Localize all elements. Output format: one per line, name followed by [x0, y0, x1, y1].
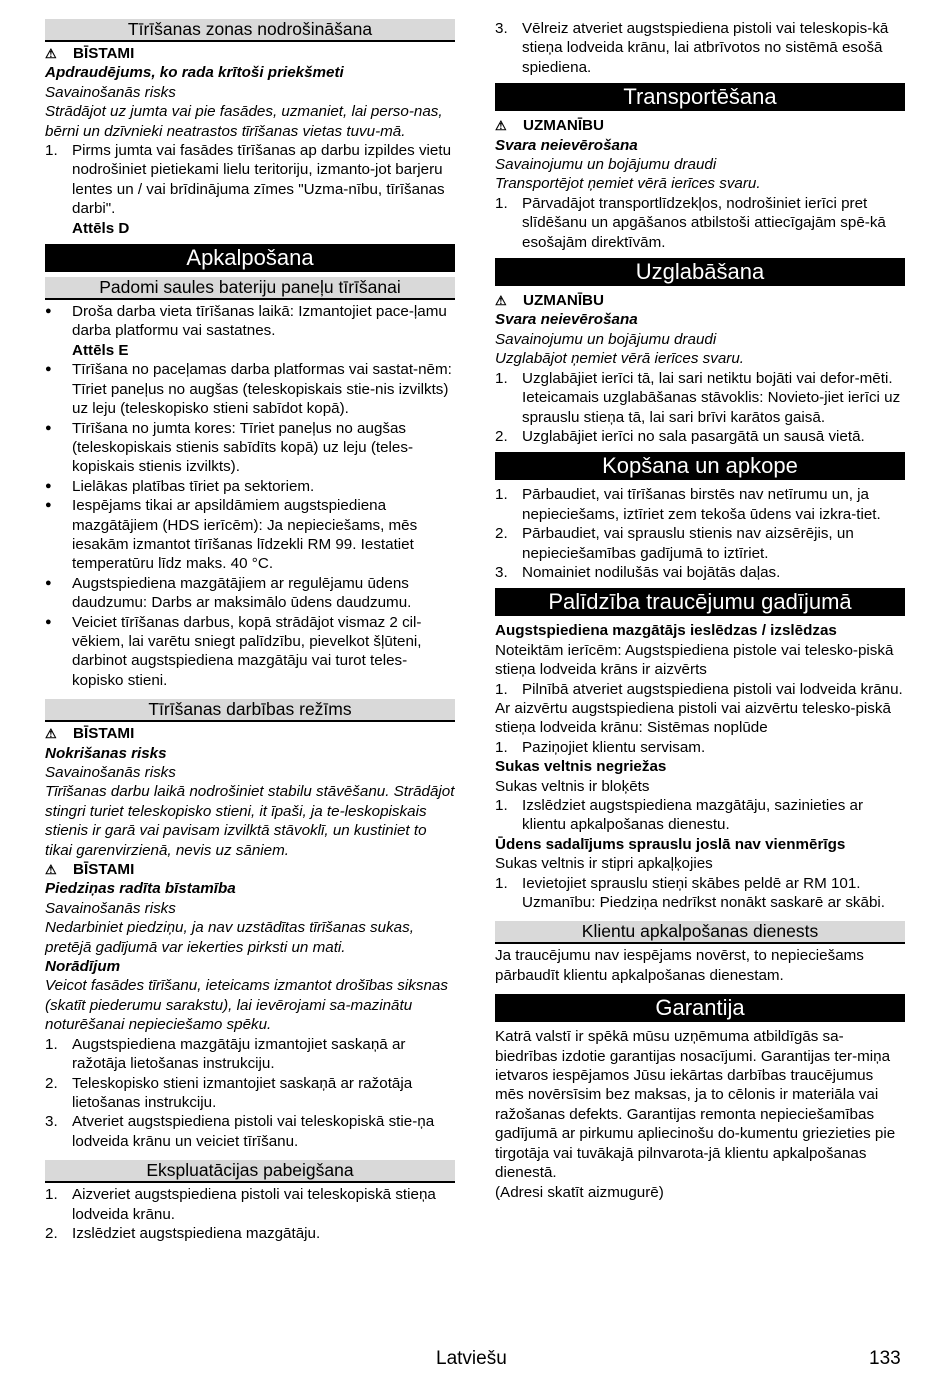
caution-label: UZMANĪBU [523, 117, 604, 135]
hazard-risk: Savainošanās risks [45, 899, 176, 917]
list-item: 3. Vēlreiz atveriet augstspiediena pistoli vai teleskopis-kā stieņa lodveida krānu, lai atbrīvotos no sistēmā esošā spiediena. [495, 20, 889, 76]
hazard-title: Svara neievērošana [495, 311, 638, 329]
heading-warranty: Garantija [495, 994, 905, 1022]
heading-solar-tips: Padomi saules bateriju paneļu tīrīšanai [45, 277, 455, 300]
danger-label: BĪSTAMI [73, 45, 135, 62]
warranty-address-note: (Adresi skatīt aizmugurē) [495, 1183, 664, 1201]
list-item: 2. Pārbaudiet, vai sprauslu stienis nav aizsērējis, un nepieciešamības gadījumā to iztīriet. [495, 525, 854, 562]
danger-label: BĪSTAMI [73, 725, 135, 743]
hazard-risk: Savainošanās risks [45, 764, 176, 781]
footer-language: Latviešu [436, 1348, 507, 1369]
list-item: 1. Augstspiediena mazgātāju izmantojiet saskaņā ar ražotāja lietošanas instrukciju. [45, 1035, 406, 1073]
heading-maintenance: Kopšana un apkope [495, 452, 905, 480]
danger-notice [45, 724, 455, 743]
hazard-title: Svara neievērošana [495, 136, 638, 154]
fault-cause: Sukas veltnis ir bloķēts [495, 777, 650, 795]
hazard-risk: Savainojumu un bojājumu draudi [495, 330, 717, 348]
list-item: 3. Nomainiet nodilušās vai bojātās daļas. [495, 563, 781, 581]
bullet-item: ● Iespējams tikai ar apsildāmiem augstspiediena mazgātājiem (HDS ierīcēm): Ja nepieciešams, mēs iesakām izmantot tīrīšanas līdzekli RM 99. Iestatiet temperatūru līdz maks. 40 °C. [45, 497, 418, 573]
heading-storage: Uzglabāšana [495, 258, 905, 286]
hazard-text: Uzglabājot ņemiet vērā ierīces svaru. [495, 350, 745, 368]
warranty-text: Katrā valstī ir spēkā mūsu uzņēmuma atbildīgās sa-biedrības izdotie garantijas nosacījumi. Garantijas ter-miņa ietvaros iespējamos Jūsu iekārtas darbības traucējumus mēs novērsīsim bez maksas, ja to cēlonis ir materiāla vai ražošanas defekts. Garantijas remonta nepieciešamības gadījumā ar pirkumu apliecinošu do-kumentu griezieties pie tirgotāja vai tuvākajā pilnvarota-jā klientu apkalpošanas dienestā. [495, 1028, 896, 1182]
warning-icon: ⚠ [45, 862, 57, 878]
heading-operation: Apkalpošana [45, 244, 455, 272]
bullet-item: ● Veiciet tīrīšanas darbus, kopā strādājot vismaz 2 cil-vēkiem, lai varētu sniegt palīdzību, pievelkot šļūteni, darbinot augstspiediena mazgātāju vai turot teles-kopisko stieni. [45, 613, 422, 689]
bullet-item: ● Tīrīšana no paceļamas darba platformas vai sastat-nēm: Tīriet paneļus no augšas (teleskopiskais stie-nis izvilkts) uz leju (teleskopisko stieni sabīdot kopā). [45, 361, 452, 418]
heading-troubleshooting: Palīdzība traucējumu gadījumā [495, 588, 905, 616]
fault-cause: Sukas veltnis ir stipri apkaļķojies [495, 855, 713, 873]
hazard-text: Transportējot ņemiet vērā ierīces svaru. [495, 175, 761, 193]
heading-customer-service: Klientu apkalpošanas dienests [495, 921, 905, 944]
heading-transport: Transportēšana [495, 83, 905, 111]
list-item: 1. Uzglabājiet ierīci tā, lai sari netiktu bojāti vai defor-mēti. Ieteicamais uzglabāšanas stāvoklis: Novieto-jiet ierīci uz sprauslu stieņa tā, lai sari brīvi karātos gaisā. [495, 369, 901, 426]
hazard-title: Apdraudējums, ko rada krītoši priekšmeti [45, 64, 344, 82]
list-item: 1. Paziņojiet klientu servisam. [495, 738, 706, 756]
fault-heading: Sukas veltnis negriežas [495, 758, 667, 776]
hazard-text: Strādājot uz jumta vai pie fasādes, uzmaniet, lai perso-nas, bērni un dzīvnieki neatrastos tīrīšanas vietas tuvu-mā. [45, 103, 443, 140]
bullet-item: ● Augstspiediena mazgātājiem ar regulējamu ūdens daudzumu: Darbs ar maksimālo ūdens daudzumu. [45, 574, 412, 612]
caution-label: UZMANĪBU [523, 292, 604, 310]
list-item: 1. Aizveriet augstspiediena pistoli vai teleskopiskā stieņa lodveida krānu. [45, 1186, 436, 1223]
heading-cleaning-mode: Tīrīšanas darbības režīms [45, 699, 455, 722]
bullet-item: ● Lielākas platības tīriet pa sektoriem. [45, 477, 315, 495]
list-item: 2. Izslēdziet augstspiediena mazgātāju. [45, 1224, 321, 1242]
list-item: 2. Teleskopisko stieni izmantojiet saskaņā ar ražotāja lietošanas instrukciju. [45, 1074, 413, 1111]
bullet-item: ● Tīrīšana no jumta kores: Tīriet paneļus no augšas (teleskopiskais stienis sabīdīts kopā) uz leju (teles-kopiskais stienis izvilkts). [45, 419, 414, 476]
left-column [45, 19, 455, 1243]
heading-shutdown: Ekspluatācijas pabeigšana [45, 1160, 455, 1183]
warning-icon: ⚠ [45, 46, 57, 61]
list-item: 3. Atveriet augstspiediena pistoli vai teleskopiskā stie-ņa lodveida krānu un veiciet tīrīšanu. [45, 1113, 435, 1150]
list-item: 1. Pilnībā atveriet augstspiediena pistoli vai lodveida krānu. [495, 680, 903, 698]
fault-heading: Augstspiediena mazgātājs ieslēdzas / izslēdzas [495, 622, 837, 640]
caution-notice [495, 291, 905, 310]
danger-notice [45, 44, 455, 63]
warning-icon: ⚠ [45, 726, 57, 742]
warning-icon: ⚠ [495, 118, 507, 134]
caution-notice [495, 116, 905, 135]
warning-icon: ⚠ [495, 293, 507, 309]
hazard-title: Piedziņas radīta bīstamība [45, 880, 236, 898]
figure-ref: Attēls D [72, 219, 130, 237]
fault-cause: Noteiktām ierīcēm: Augstspiediena pistole vai telesko-piskā stieņa lodveida krāns ir aizvērts [495, 641, 894, 679]
note-text: Veicot fasādes tīrīšanu, ieteicams izmantot drošības siksnas (skatīt piederumu sarakstu), lai ievērojami sa-mazinātu noturēšanai nepieciešamo spēku. [45, 977, 448, 1034]
hazard-risk: Savainošanās risks [45, 83, 176, 101]
page-number: 133 [869, 1348, 901, 1369]
hazard-text: Nedarbiniet piedziņu, ja nav uzstādītas tīrīšanas sukas, pretējā gadījumā var iekerties pirksti un mati. [45, 919, 414, 956]
fault-heading: Ūdens sadalījums sprauslu joslā nav vienmērīgs [495, 835, 846, 853]
hazard-title: Nokrišanas risks [45, 744, 167, 762]
figure-ref: Attēls E [72, 341, 129, 359]
service-text: Ja traucējumu nav iespējams novērst, to nepieciešams pārbaudīt klientu apkalpošanas dienestam. [495, 947, 864, 984]
right-column [495, 19, 905, 1202]
danger-notice [45, 860, 455, 879]
list-item: 1. Izslēdziet augstspiediena mazgātāju, sazinieties ar klientu apkalpošanas dienestu. [495, 797, 864, 834]
list-item: 1. Pirms jumta vai fasādes tīrīšanas ap darbu izpildes vietu nodrošiniet pietiekami lielu teritoriju, izmanto-jot barjeru lentes un / vai brīdinājuma zīmes "Uzma-nību, tīrīšanas darbi". [45, 142, 452, 218]
note-title: Norādījum [45, 958, 121, 976]
danger-label: BĪSTAMI [73, 861, 135, 879]
list-item: 1. Ievietojiet sprauslu stieņi skābes peldē ar RM 101. Uzmanību: Piedziņa nedrīkst nonākt saskarē ar skābi. [495, 874, 885, 912]
fault-cause: Ar aizvērtu augstspiediena pistoli vai aizvērtu telesko-piskā stieņa lodveida krānu: Sistēmas noplūde [495, 699, 891, 737]
bullet-item: ● Droša darba vieta tīrīšanas laikā: Izmantojiet pace-ļamu darba platformu vai sastatnes. [45, 303, 447, 340]
list-item: 1. Pārvadājot transportlīdzekļos, nodrošiniet ierīci pret slīdēšanu un apgāšanos atbilstoši attiecīgajām spē-kā esošajām direktīvām. [495, 194, 886, 251]
heading-cleaning-zone: Tīrīšanas zonas nodrošināšana [45, 19, 455, 42]
list-item: 2. Uzglabājiet ierīci no sala pasargātā un sausā vietā. [495, 427, 865, 445]
list-item: 1. Pārbaudiet, vai tīrīšanas birstēs nav netīrumu un, ja nepieciešams, iztīriet zem tekoša ūdens vai izkra-tiet. [495, 486, 881, 523]
hazard-text: Tīrīšanas darbu laikā nodrošiniet stabilu stāvēšanu. Strādājot stingri turiet teleskopisko stieni, it īpaši, ja te-leskopiskais stienis ir garā vai pavisam izvilktā stāvoklī, un kustiniet to tikai garenvirzienā, nevis uz sāniem. [45, 783, 455, 859]
hazard-risk: Savainojumu un bojājumu draudi [495, 156, 717, 174]
